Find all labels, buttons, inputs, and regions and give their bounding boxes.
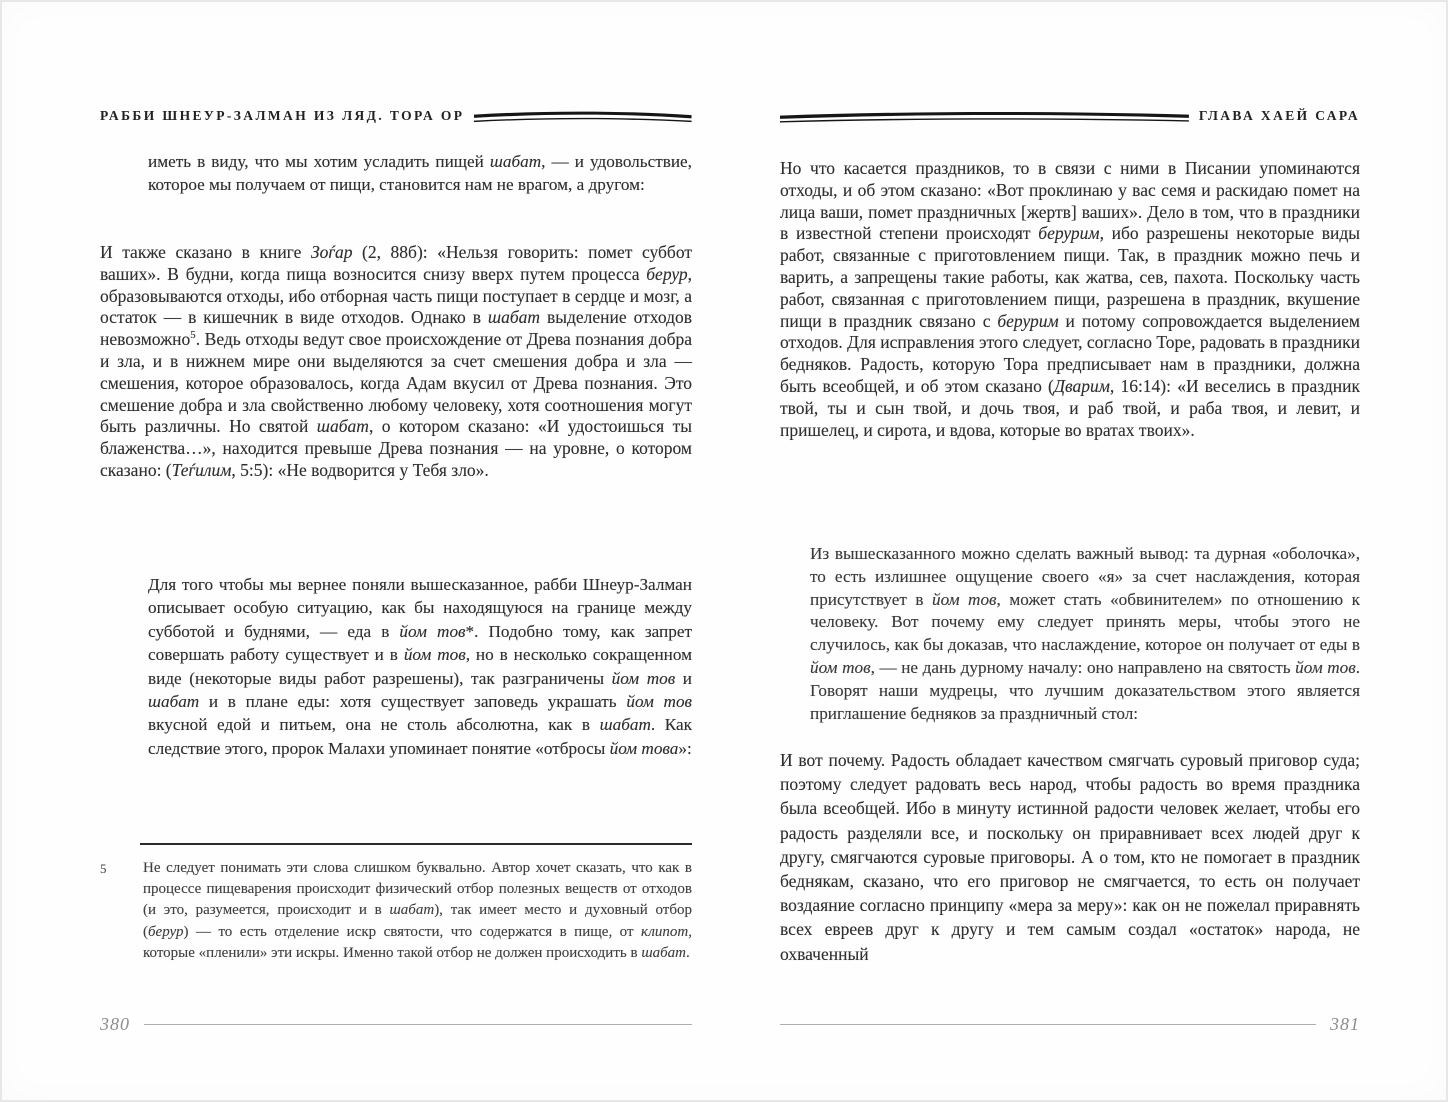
commentary-block: иметь в виду, что мы хотим усладить пищей шабат, — и удовольствие, которое мы получаем от пищи, становится нам не врагом, а другом: xyxy=(148,152,692,195)
footnote-marker: 5 xyxy=(100,861,107,876)
body-paragraph: И вот почему. Радость обладает качеством смягчать суровый приговор суда; поэтому следует радовать весь народ, чтобы радость во время праздника была всеобщей. Ибо в минуту истинной радости человек желает, чтобы его радость разделяли все, и поскольку он приравнивает всех людей друг к другу, смягчаются суровые приговоры. А о том, кто не помогает в праздник беднякам, сказано, что его приговор не смягчается, то есть он получает воздаяние согласно принципу «мера за меру»: как он не пожелал приравнять всех евреев друг к другу и тем самым создал «остаток» народа, не охваченный xyxy=(780,750,1360,964)
body-paragraph: Но что касается праздников, то в связи с ними в Писании упоминаются отходы, и об этом сказано: «Вот проклинаю у вас семя и раскидаю помет на лица ваши, помет праздничных [жертв] ваших». Дело в том, что в праздники в известной степени происходят берурим, ибо разрешены некоторые виды работ, связанные с приготовлением пищи. Так, в праздник можно печь и варить, а запрещены такие работы, как жатва, сев, пахота. Поскольку часть работ, связанная с приготовлением пищи, разрешена в праздник, вкушение пищи в праздник связано с берурим и потому сопровождается выделением отходов. Для исправления этого следует, согласно Торе, радовать в праздники бедняков. Радость, которую Тора предписывает нам в праздники, должна быть всеобщей, и об этом сказано (Дварим, 16:14): «И веселись в праздник твой, ты и сын твой, и дочь твоя, и раб твой, и раба твоя, и левит, и пришелец, и сирота, и вдова, которые во вратах твоих». xyxy=(780,158,1360,440)
running-head-left xyxy=(100,106,692,126)
footnote xyxy=(100,858,692,964)
footnote-separator xyxy=(140,843,692,845)
folio-left xyxy=(100,1014,692,1035)
header-rule-ornament-left-icon xyxy=(474,110,692,123)
commentary-block: Для того чтобы мы вернее поняли вышесказанное, рабби Шнеур-Залман описывает особую ситуацию, как бы находящуюся на границе между субботой и буднями, — еда в йом тов*. Подобно тому, как запрет совершать работу существует и в йом тов, но в несколько сокращенном виде (некоторые виды работ разрешены), так разграничены йом тов и шабат и в плане еды: хотя существует заповедь украшать йом тов вкусной едой и питьем, она не столь абсолютна, как в шабат. Как следствие этого, пророк Малахи упоминает понятие «отбросы йом това»: xyxy=(148,575,693,758)
page-number-right: 381 xyxy=(1330,1014,1360,1034)
running-head-right-title: ГЛАВА ХАЕЙ САРА xyxy=(1198,108,1360,123)
running-head-left-title: РАББИ ШНЕУР-ЗАЛМАН ИЗ ЛЯД. ТОРА ОР xyxy=(100,108,465,123)
running-head-right xyxy=(780,106,1360,126)
footnote-text: Не следует понимать эти слова слишком буквально. Автор хочет сказать, что как в процессе пищеварения происходит физический отбор полезных веществ от отходов (и это, разумеется, происходит и в шабат), так имеет место и духовный отбор (берур) — то есть отделение искр святости, что содержатся в пище, от клипот, которые «пленили» эти искры. Именно такой отбор не должен происходить в шабат. xyxy=(143,860,692,961)
footer-rule-right xyxy=(780,1024,1316,1025)
folio-right xyxy=(780,1014,1360,1035)
body-paragraph: И также сказано в книге Зоѓар (2, 88б): «Нельзя говорить: помет суббот ваших». В будни, когда пища возносится снизу вверх путем процесса берур, образовываются отходы, ибо отборная часть пищи поступает в сердце и мозг, а остаток — в кишечник в виде отходов. Однако в шабат выделение отходов невозможно$^5$. Ведь отходы ведут свое происхождение от Древа познания добра и зла, и в нижнем мире они выделяются за счет смешения добра и зла — смешения, которое образовалось, когда Адам вкусил от Древа познания. Это смешение добра и зла свойственно любому человеку, хотя соотношения могут быть различны. Но святой шабат, о котором сказано: «И удостоишься ты блаженства…», находится превыше Древа познания — на уровне, о котором сказано: (Теѓилим, 5:5): «Не водворится у Тебя зло». xyxy=(100,242,693,480)
header-rule-ornament-right-icon xyxy=(780,110,1189,123)
footer-rule-left xyxy=(144,1024,692,1025)
page-number-left: 380 xyxy=(100,1014,130,1034)
commentary-block: Из вышесказанного можно сделать важный вывод: та дурная «оболочка», то есть излишнее ощущение своего «я» за счет наслаждения, которая присутствует в йом тов, может стать «обвинителем» по отношению к человеку. Вот почему ему следует принять меры, чтобы этого не случилось, как бы доказав, что наслаждение, которое он получает от еды в йом тов, — не дань дурному началу: оно направлено на святость йом тов. Говорят наши мудрецы, что лучшим доказательством этого является приглашение бедняков за праздничный стол: xyxy=(810,544,1361,723)
